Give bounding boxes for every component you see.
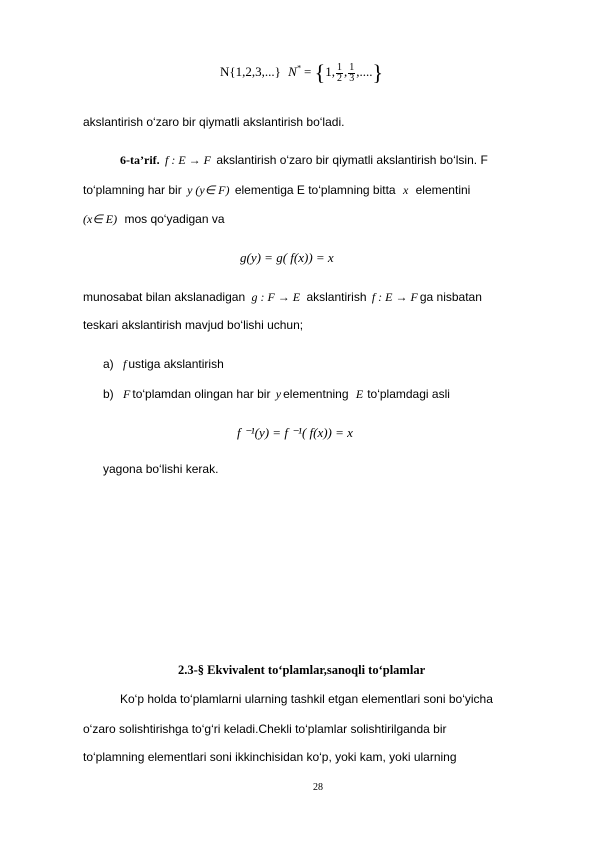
formula-n-set: N{1,2,3,...} [220,63,281,79]
page-number: 28 [313,782,323,793]
formula-brace-open: { [314,60,326,85]
fraction-half: $\frac{1}{2}$ [336,61,342,84]
section-heading: 2.3-§ Ekvivalent to‘plamlar,sanoqli to‘plamlar [178,663,426,677]
section-line-1: Ko‘p holda to‘plamlarni ularning tashkil etgan elementlari soni bo‘yicha [120,692,493,706]
paragraph-line-1 [83,290,482,304]
math-g-f-e: g : F → E [251,290,301,304]
definition-text-2b: elementiga E to‘plamning bitta [234,183,396,197]
list-text-b2: elementning [283,387,349,401]
formula-tail: ,.... [356,63,373,79]
list-marker-a: a) [103,357,114,371]
formula-n-star-symbol: N* [288,63,301,79]
formula-inverse: f ⁻¹(y) = f ⁻¹( f(x)) = x [237,425,353,440]
math-f-e-f: f : E → F [165,153,211,167]
list-text-b: to‘plamdan olingan har bir [132,387,271,401]
section-line-2: o‘zaro solishtirishga to‘g‘ri keladi.Chekli to‘plamlar solishtirilganda bir [83,722,447,736]
definition-line-3 [83,212,225,226]
formula-brace-close: } [372,60,384,85]
list-marker-b: b) [103,387,114,401]
math-f-set: F [123,387,131,401]
definition-text-1: akslantirish o‘zaro bir qiymatli akslantirish bo‘lsin. F [216,153,488,167]
formula-equals: = [304,63,312,79]
definition-label: 6-ta’rif. [120,153,160,167]
math-f-e-f-2: f : E → F [371,290,418,304]
math-x-in-e: (x∈ E) [83,212,118,226]
math-f-item: f [123,357,127,371]
paragraph-text-1a: munosabat bilan akslanadigan [83,290,246,304]
list-text-a: ustiga akslantirish [128,357,224,371]
definition-text-3: mos qo‘yadigan va [124,212,225,226]
closing-text: yagona bo‘lishi kerak. [103,462,219,476]
text-line-1: akslantirish o‘zaro bir qiymatli akslantirish bo‘ladi. [83,115,345,129]
formula-g: g(y) = g( f(x)) = x [240,250,334,265]
definition-line-2 [83,183,470,197]
formula-n-star: N{1,2,3,...} N* = {1, $\frac{1}{2}$ , $\frac{1}{3}$ ,....} [220,60,384,85]
paragraph-text-1b: akslantirish [306,290,367,304]
math-y-in-f: y (y∈ F) [187,183,230,197]
math-e-item: E [355,387,364,401]
section-line-3: to‘plamning elementlari soni ikkinchisidan ko‘p, yoki kam, yoki ularning [83,750,457,764]
list-item-a [103,357,224,371]
paragraph-text-1c: ga nisbatan [419,290,482,304]
definition-line-1 [120,153,488,167]
definition-text-2c: elementini [415,183,471,197]
list-item-b [103,387,450,401]
fraction-third: $\frac{1}{3}$ [349,61,355,84]
list-text-b3: to‘plamdagi asli [367,387,450,401]
math-x: x [402,183,409,197]
math-y-item: y [275,387,282,401]
definition-text-2a: to‘plamning har bir [83,183,182,197]
paragraph-line-2: teskari akslantirish mavjud bo‘lishi uchun; [83,318,304,332]
formula-one: 1, [325,63,335,79]
